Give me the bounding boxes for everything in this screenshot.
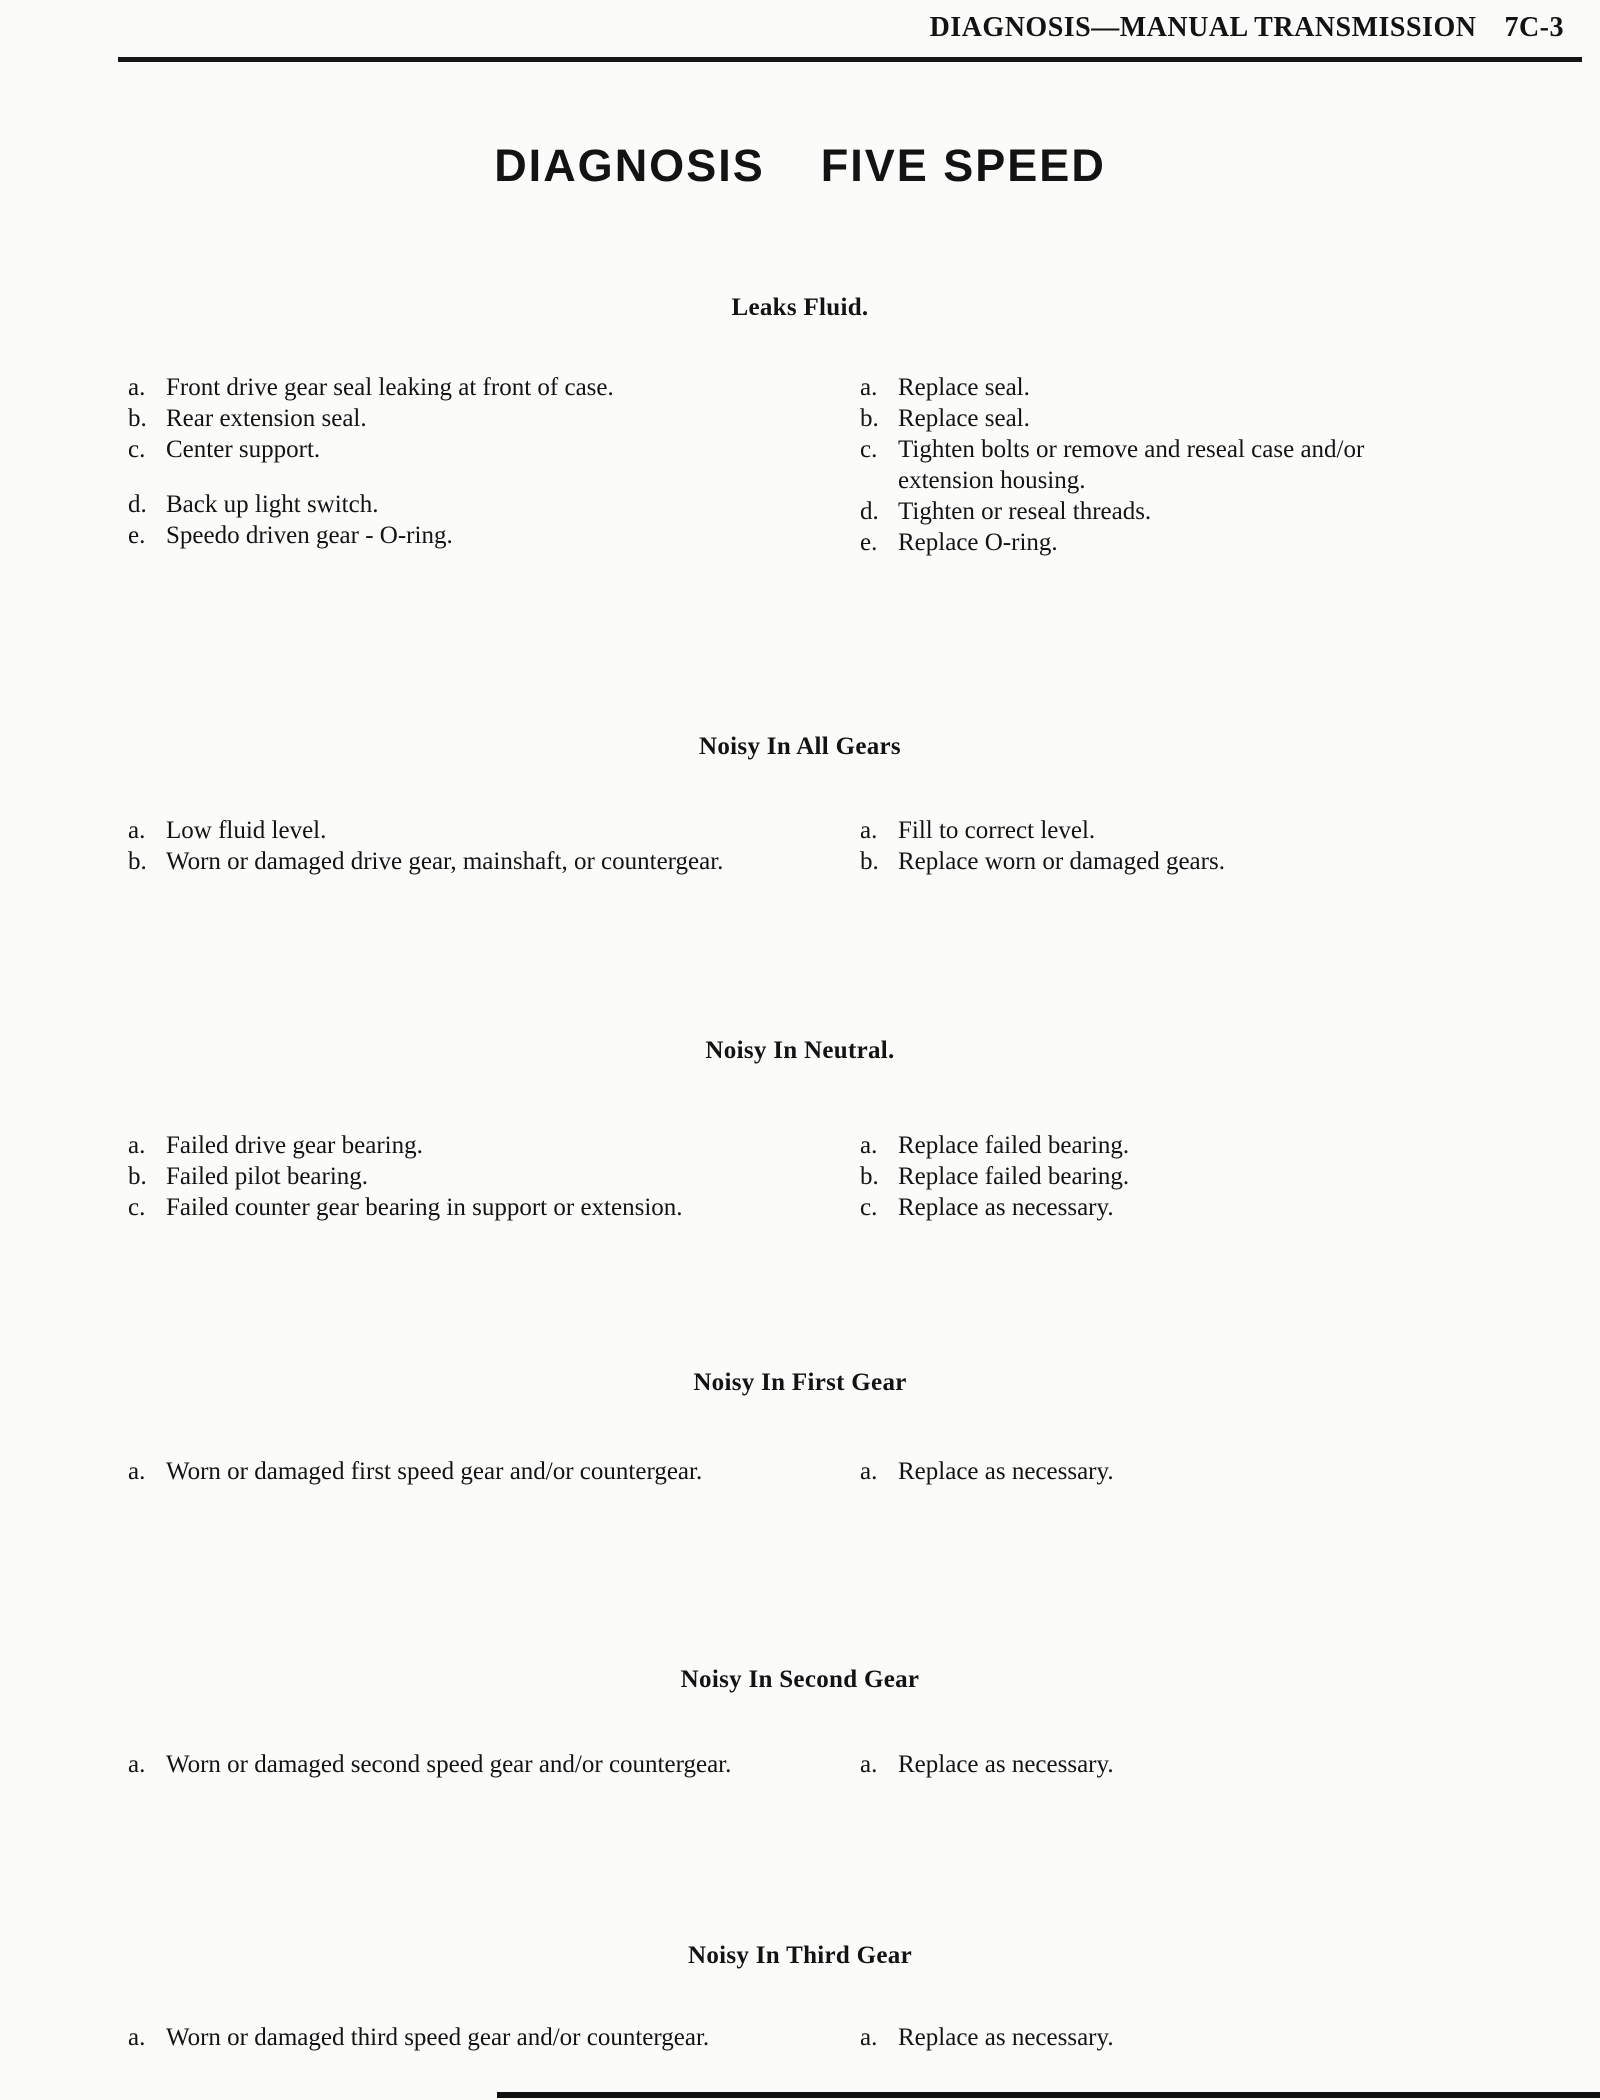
section-heading: Noisy In Neutral. bbox=[705, 1037, 895, 1064]
item-text: Replace seal. bbox=[898, 405, 1030, 432]
item-letter: a. bbox=[128, 2024, 146, 2051]
cause-item bbox=[128, 434, 818, 465]
item-text: Failed pilot bearing. bbox=[166, 1163, 369, 1190]
page-number: 7C-3 bbox=[1504, 12, 1564, 43]
item-text: Replace as necessary. bbox=[898, 2024, 1114, 2051]
header-rule bbox=[118, 57, 1582, 62]
item-text: Tighten bolts or remove and reseal case and/or extension housing. bbox=[898, 436, 1365, 494]
correction-item bbox=[860, 1130, 1365, 1161]
correction-item bbox=[860, 403, 1365, 434]
item-letter: b. bbox=[128, 848, 147, 875]
cause-item bbox=[128, 403, 818, 434]
corrections-column bbox=[860, 372, 1365, 558]
item-text: Speedo driven gear - O-ring. bbox=[166, 522, 453, 549]
running-head-title: DIAGNOSIS—MANUAL TRANSMISSION bbox=[929, 12, 1477, 43]
page-title-word-diagnosis: DIAGNOSIS bbox=[494, 140, 765, 191]
item-letter: a. bbox=[860, 374, 878, 401]
item-letter: a. bbox=[860, 817, 878, 844]
correction-item bbox=[860, 1456, 1365, 1487]
item-letter: c. bbox=[128, 436, 146, 463]
item-letter: a. bbox=[860, 1132, 878, 1159]
section-heading: Noisy In All Gears bbox=[699, 733, 901, 760]
corrections-column bbox=[860, 1749, 1365, 1780]
item-letter: d. bbox=[860, 498, 879, 525]
cause-item bbox=[128, 489, 818, 520]
item-letter: b. bbox=[860, 1163, 879, 1190]
item-letter: c. bbox=[860, 1194, 878, 1221]
cause-item bbox=[128, 1749, 818, 1780]
item-letter: a. bbox=[128, 1132, 146, 1159]
item-letter: c. bbox=[128, 1194, 146, 1221]
item-text: Center support. bbox=[166, 436, 321, 463]
item-letter: a. bbox=[128, 374, 146, 401]
item-text: Back up light switch. bbox=[166, 491, 379, 518]
page-bottom-scan-edge bbox=[497, 2092, 1600, 2098]
item-text: Low fluid level. bbox=[166, 817, 327, 844]
causes-column bbox=[128, 1749, 818, 1780]
item-text: Worn or damaged second speed gear and/or countergear. bbox=[166, 1751, 732, 1778]
causes-column bbox=[128, 815, 818, 877]
cause-item bbox=[128, 1192, 818, 1223]
section-heading: Noisy In Third Gear bbox=[687, 1942, 913, 1969]
item-text: Worn or damaged third speed gear and/or countergear. bbox=[166, 2024, 710, 2051]
item-letter: e. bbox=[860, 529, 878, 556]
item-text: Fill to correct level. bbox=[898, 817, 1096, 844]
item-letter: e. bbox=[128, 522, 146, 549]
item-text: Replace as necessary. bbox=[898, 1751, 1114, 1778]
cause-item bbox=[128, 815, 818, 846]
cause-item bbox=[128, 372, 818, 403]
running-head bbox=[930, 12, 1564, 44]
corrections-column bbox=[860, 815, 1365, 877]
item-letter: a. bbox=[860, 1751, 878, 1778]
cause-item bbox=[128, 1161, 818, 1192]
section-heading: Noisy In First Gear bbox=[693, 1369, 907, 1396]
item-text: Tighten or reseal threads. bbox=[898, 498, 1152, 525]
item-letter: b. bbox=[860, 405, 879, 432]
correction-item bbox=[860, 496, 1365, 527]
item-text: Worn or damaged first speed gear and/or countergear. bbox=[166, 1458, 703, 1485]
corrections-column bbox=[860, 1130, 1365, 1223]
item-text: Failed drive gear bearing. bbox=[166, 1132, 423, 1159]
page-title-word-five-speed: FIVE SPEED bbox=[820, 140, 1106, 191]
item-text: Replace failed bearing. bbox=[898, 1132, 1130, 1159]
causes-column bbox=[128, 2022, 818, 2053]
correction-item bbox=[860, 2022, 1365, 2053]
item-text: Replace O-ring. bbox=[898, 529, 1058, 556]
page-title bbox=[0, 140, 1600, 192]
item-letter: b. bbox=[128, 1163, 147, 1190]
cause-item bbox=[128, 1130, 818, 1161]
correction-item bbox=[860, 1749, 1365, 1780]
cause-item bbox=[128, 520, 818, 551]
item-letter: b. bbox=[860, 848, 879, 875]
causes-column bbox=[128, 1130, 818, 1223]
item-text: Rear extension seal. bbox=[166, 405, 367, 432]
item-text: Front drive gear seal leaking at front of case. bbox=[166, 374, 614, 401]
item-text: Replace worn or damaged gears. bbox=[898, 848, 1225, 875]
cause-item bbox=[128, 846, 818, 877]
item-text: Replace failed bearing. bbox=[898, 1163, 1130, 1190]
correction-item bbox=[860, 846, 1365, 877]
item-letter: a. bbox=[128, 1751, 146, 1778]
section-heading: Noisy In Second Gear bbox=[680, 1666, 920, 1693]
item-letter: a. bbox=[128, 1458, 146, 1485]
item-text: Worn or damaged drive gear, mainshaft, or countergear. bbox=[166, 848, 724, 875]
item-text: Replace seal. bbox=[898, 374, 1030, 401]
corrections-column bbox=[860, 1456, 1365, 1487]
section-heading: Leaks Fluid. bbox=[731, 294, 869, 321]
item-text: Replace as necessary. bbox=[898, 1194, 1114, 1221]
item-letter: a. bbox=[128, 817, 146, 844]
item-text: Failed counter gear bearing in support or extension. bbox=[166, 1194, 683, 1221]
item-text: Replace as necessary. bbox=[898, 1458, 1114, 1485]
item-letter: a. bbox=[860, 2024, 878, 2051]
correction-item bbox=[860, 815, 1365, 846]
item-letter: a. bbox=[860, 1458, 878, 1485]
item-letter: b. bbox=[128, 405, 147, 432]
corrections-column bbox=[860, 2022, 1365, 2053]
correction-item bbox=[860, 527, 1365, 558]
item-letter: d. bbox=[128, 491, 147, 518]
causes-column bbox=[128, 1456, 818, 1487]
cause-item bbox=[128, 2022, 818, 2053]
correction-item bbox=[860, 1161, 1365, 1192]
correction-item bbox=[860, 372, 1365, 403]
correction-item bbox=[860, 434, 1365, 496]
causes-column bbox=[128, 372, 818, 551]
cause-item bbox=[128, 1456, 818, 1487]
correction-item bbox=[860, 1192, 1365, 1223]
item-letter: c. bbox=[860, 436, 878, 463]
